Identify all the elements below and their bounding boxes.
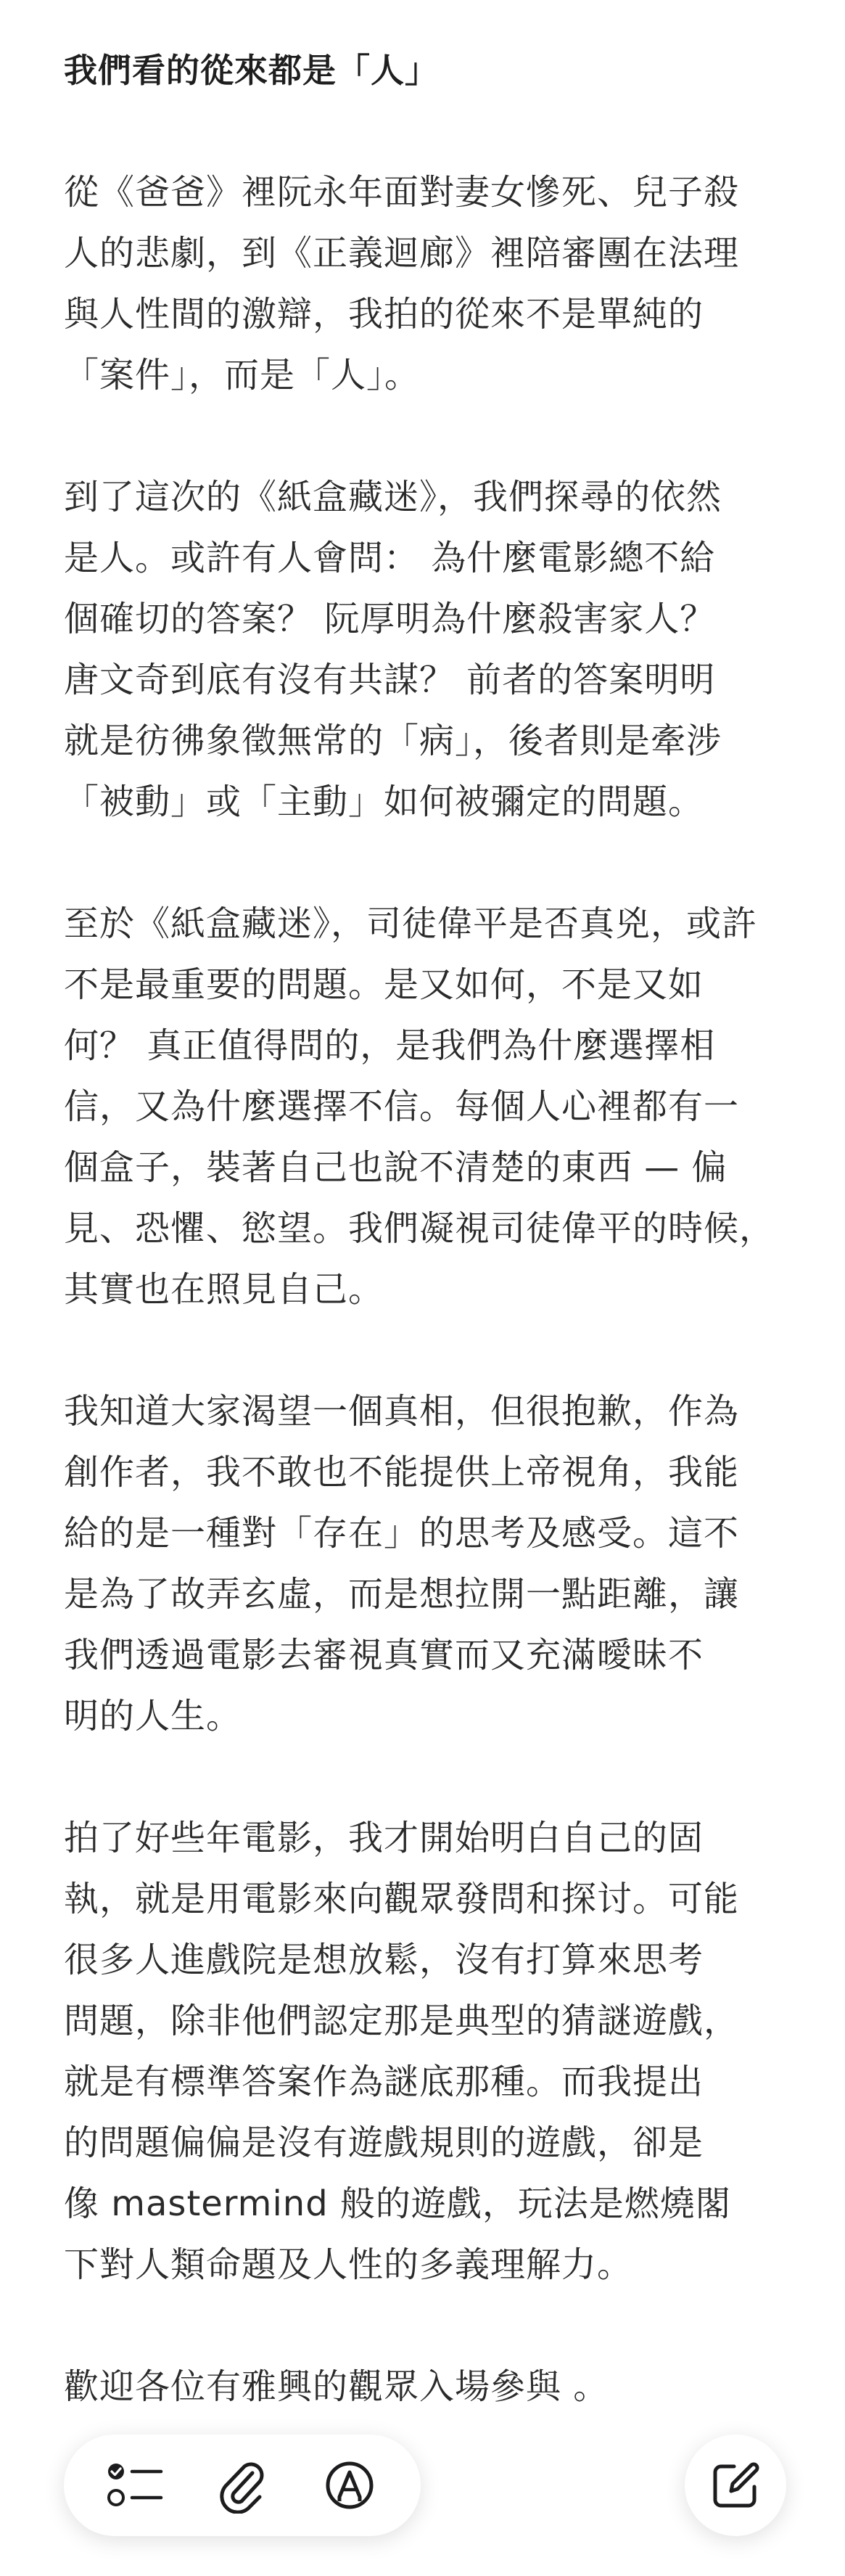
compose-button[interactable] bbox=[685, 2435, 786, 2536]
paragraph-5[interactable] bbox=[64, 1808, 789, 2295]
text-line: 是人。或許有人會問： 為什麼電影總不給 bbox=[64, 538, 716, 578]
text-line: 人的悲劇，到《正義迴廊》裡陪審團在法理 bbox=[64, 233, 740, 274]
text-line: 「被動」或「主動」如何被彌定的問題。 bbox=[64, 782, 704, 822]
text-line: 是為了故弄玄虛，而是想拉開一點距離，讓 bbox=[64, 1574, 740, 1615]
text-line: 到了這次的《紙盒藏迷》，我們探尋的依然 bbox=[64, 477, 722, 517]
text-line: 我們透過電影去審視真實而又充滿曖昧不 bbox=[64, 1635, 704, 1675]
markup-icon bbox=[323, 2459, 376, 2511]
text-line: 個確切的答案？ 阮厚明為什麼殺害家人？ bbox=[64, 599, 716, 639]
text-line: 就是有標準答案作為謎底那種。而我提出 bbox=[64, 2062, 704, 2102]
text-line: 「案件」，而是「人」。 bbox=[64, 355, 421, 395]
text-line: 的問題偏偏是沒有遊戲規則的遊戲，卻是 bbox=[64, 2122, 704, 2163]
attachment-button[interactable] bbox=[206, 2449, 279, 2522]
text-line: 個盒子，裝著自己也說不清楚的東西 — 偏 bbox=[64, 1147, 727, 1188]
text-line: 明的人生。 bbox=[64, 1696, 242, 1736]
text-line: 信，又為什麼選擇不信。每個人心裡都有一 bbox=[64, 1086, 740, 1127]
bottom-toolbar bbox=[64, 2435, 421, 2536]
markup-button[interactable] bbox=[313, 2449, 386, 2522]
text-line: 不是最重要的問題。是又如何，不是又如 bbox=[64, 964, 704, 1005]
text-line: 就是彷彿象徵無常的「病」，後者則是牽涉 bbox=[64, 721, 722, 761]
attachment-icon bbox=[216, 2457, 268, 2514]
text-line: 與人性間的激辯，我拍的從來不是單純的 bbox=[64, 294, 704, 335]
text-line: 很多人進戲院是想放鬆，沒有打算來思考 bbox=[64, 1940, 704, 1980]
text-line: 唐文奇到底有沒有共謀？ 前者的答案明明 bbox=[64, 660, 716, 700]
checklist-button[interactable] bbox=[99, 2449, 171, 2522]
text-line: 何？ 真正值得問的，是我們為什麼選擇相 bbox=[64, 1025, 716, 1066]
checklist-icon bbox=[106, 2460, 164, 2511]
text-line: 執，就是用電影來向觀眾發問和探讨。可能 bbox=[64, 1879, 740, 1919]
paragraph-3[interactable] bbox=[64, 893, 789, 1320]
note-content[interactable] bbox=[64, 40, 789, 2417]
paragraph-6[interactable] bbox=[64, 2356, 789, 2417]
note-title[interactable]: 我們看的從來都是「人」 bbox=[64, 51, 439, 90]
text-line: 至於《紙盒藏迷》，司徒偉平是否真兇，或許 bbox=[64, 903, 758, 944]
paragraph-4[interactable] bbox=[64, 1381, 789, 1747]
text-line: 我知道大家渴望一個真相，但很抱歉，作為 bbox=[64, 1391, 740, 1432]
text-line: 給的是一種對「存在」的思考及感受。這不 bbox=[64, 1513, 740, 1554]
compose-icon bbox=[709, 2459, 762, 2511]
text-line: 下對人類命題及人性的多義理解力。 bbox=[64, 2244, 633, 2285]
text-line: 像 mastermind 般的遊戲，玩法是燃燒閣 bbox=[64, 2183, 731, 2224]
paragraph-2[interactable] bbox=[64, 467, 789, 832]
text-line: 歡迎各位有雅興的觀眾入場參與 。 bbox=[64, 2366, 609, 2407]
text-line: 創作者，我不敢也不能提供上帝視角，我能 bbox=[64, 1452, 740, 1493]
paragraph-1[interactable] bbox=[64, 162, 789, 406]
text-line: 從《爸爸》裡阮永年面對妻女慘死、兒子殺 bbox=[64, 172, 740, 213]
text-line: 問題，除非他們認定那是典型的猜謎遊戲， bbox=[64, 2001, 740, 2041]
text-line: 拍了好些年電影，我才開始明白自己的固 bbox=[64, 1818, 704, 1858]
text-line: 其實也在照見自己。 bbox=[64, 1269, 384, 1310]
text-line: 見、恐懼、慾望。我們凝視司徒偉平的時候， bbox=[64, 1208, 775, 1249]
